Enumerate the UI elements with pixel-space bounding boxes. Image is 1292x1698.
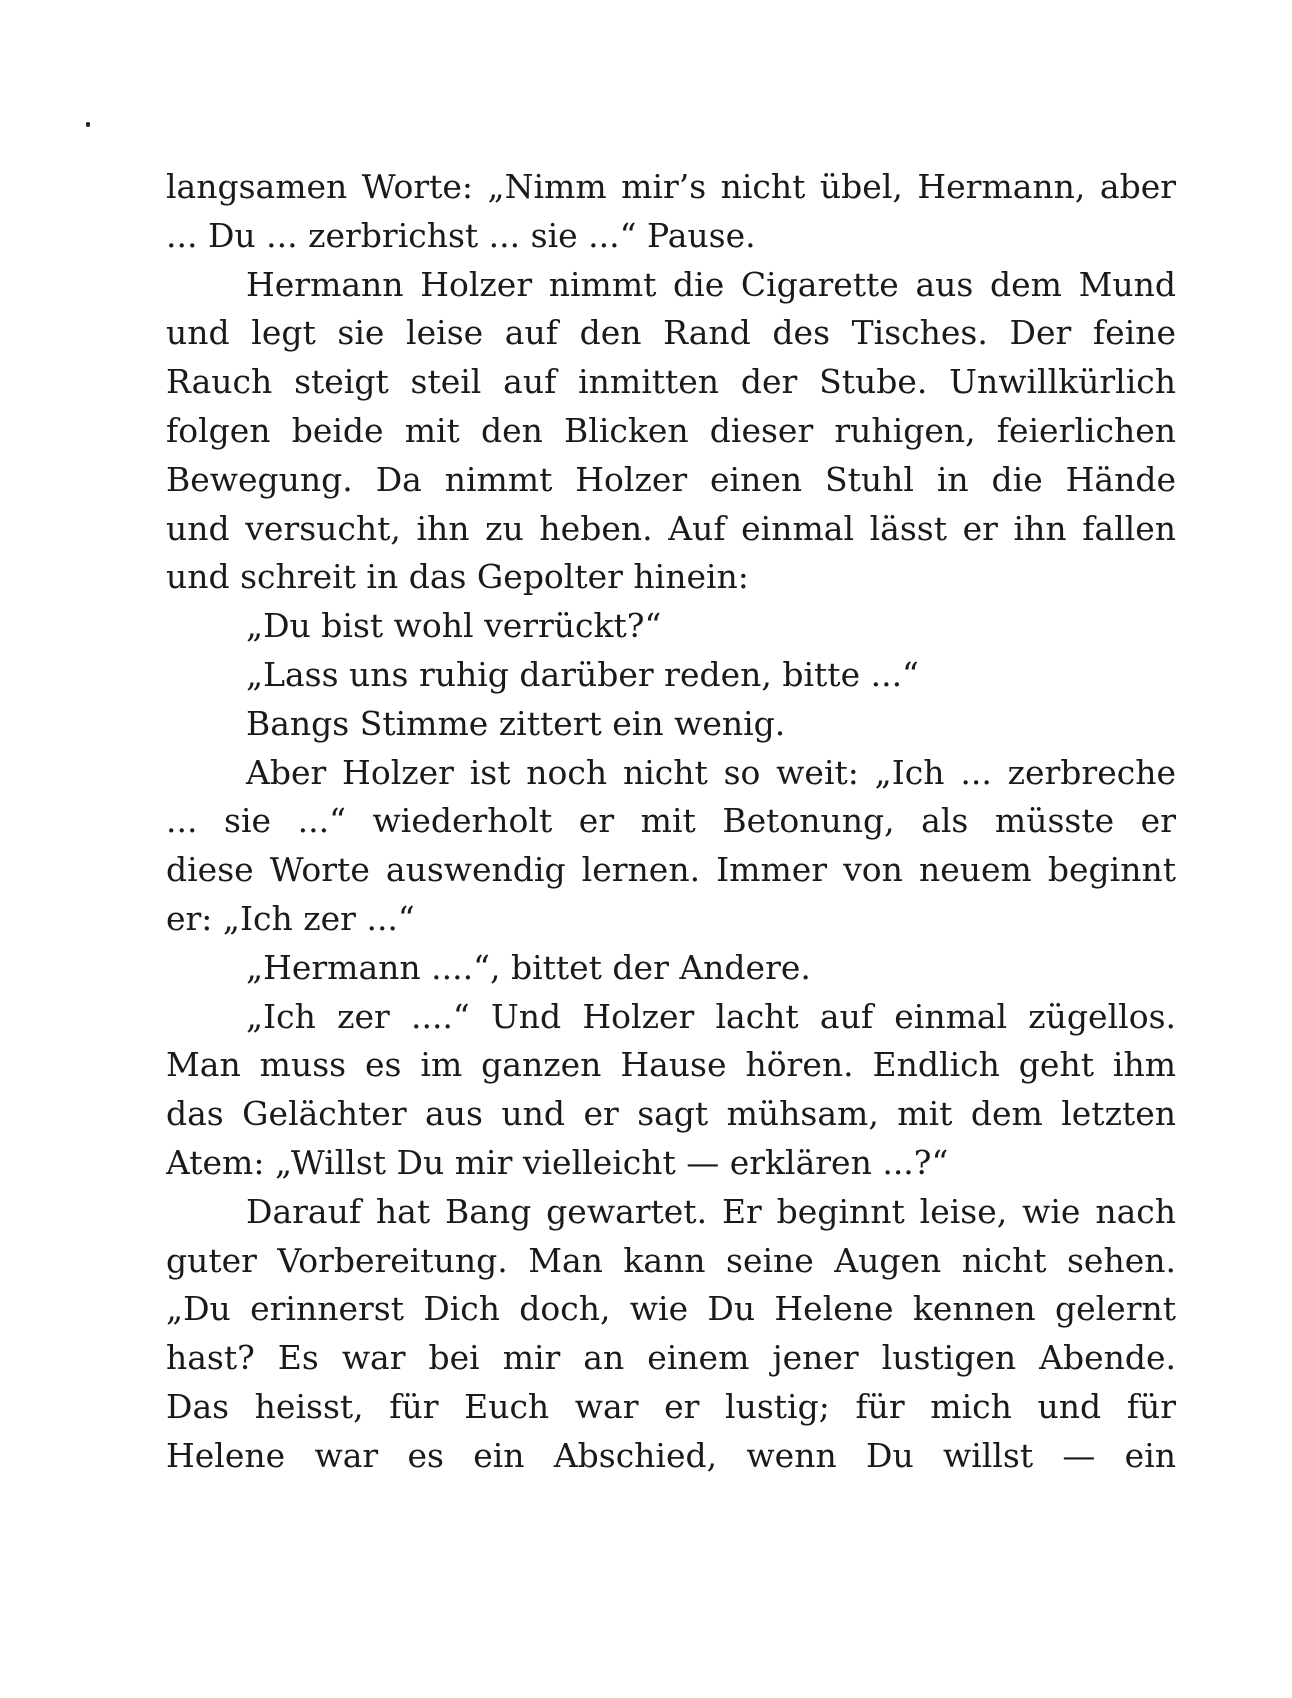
text-line: „Du erinnerst Dich doch, wie Du Helene kennen gelernt xyxy=(166,1289,1176,1329)
text-line: und schreit in das Gepolter hinein: xyxy=(166,557,749,597)
text-line: und legt sie leise auf den Rand des Tisches. Der feine xyxy=(166,313,1176,353)
text-line: „Lass uns ruhig darüber reden, bitte ...“ xyxy=(246,654,919,694)
text-line: Aber Holzer ist noch nicht so weit: „Ich ... zerbreche xyxy=(246,752,1176,792)
text-line: „Du bist wohl verrückt?“ xyxy=(246,606,662,646)
text-line: hast? Es war bei mir an einem jener lustigen Abende. xyxy=(166,1338,1176,1378)
text-line: Bangs Stimme zittert ein wenig. xyxy=(246,703,786,743)
text-line: Hermann Holzer nimmt die Cigarette aus dem Mund xyxy=(246,264,1176,304)
text-line: Man muss es im ganzen Hause hören. Endlich geht ihm xyxy=(166,1045,1176,1085)
text-line: guter Vorbereitung. Man kann seine Augen nicht sehen. xyxy=(166,1240,1176,1280)
text-line: und versucht, ihn zu heben. Auf einmal lässt er ihn fallen xyxy=(166,508,1176,548)
text-line: folgen beide mit den Blicken dieser ruhigen, feierlichen xyxy=(166,410,1176,450)
text-line: diese Worte auswendig lernen. Immer von neuem beginnt xyxy=(166,850,1176,890)
text-line: er: „Ich zer ...“ xyxy=(166,898,415,938)
text-line: ... sie ...“ wiederholt er mit Betonung, als müsste er xyxy=(166,801,1176,841)
text-line: Das heisst, für Euch war er lustig; für mich und für xyxy=(166,1386,1176,1426)
text-line: Helene war es ein Abschied, wenn Du willst — ein xyxy=(166,1435,1176,1475)
text-line: Atem: „Willst Du mir vielleicht — erklären ...?“ xyxy=(166,1142,949,1182)
text-line: das Gelächter aus und er sagt mühsam, mit dem letzten xyxy=(166,1094,1176,1134)
text-line: „Ich zer ....“ Und Holzer lacht auf einmal zügellos. xyxy=(246,996,1176,1036)
text-line: Darauf hat Bang gewartet. Er beginnt leise, wie nach xyxy=(246,1191,1176,1231)
text-line: „Hermann ....“, bittet der Andere. xyxy=(246,947,811,987)
text-line: ... Du ... zerbrichst ... sie ...“ Pause. xyxy=(166,215,756,255)
text-line: langsamen Worte: „Nimm mir’s nicht übel, Hermann, aber xyxy=(166,167,1176,206)
print-speck xyxy=(86,122,90,127)
text-line: Bewegung. Da nimmt Holzer einen Stuhl in die Hände xyxy=(166,459,1176,499)
body-text xyxy=(166,163,1176,1481)
text-line: Rauch steigt steil auf inmitten der Stube. Unwillkürlich xyxy=(166,362,1176,402)
